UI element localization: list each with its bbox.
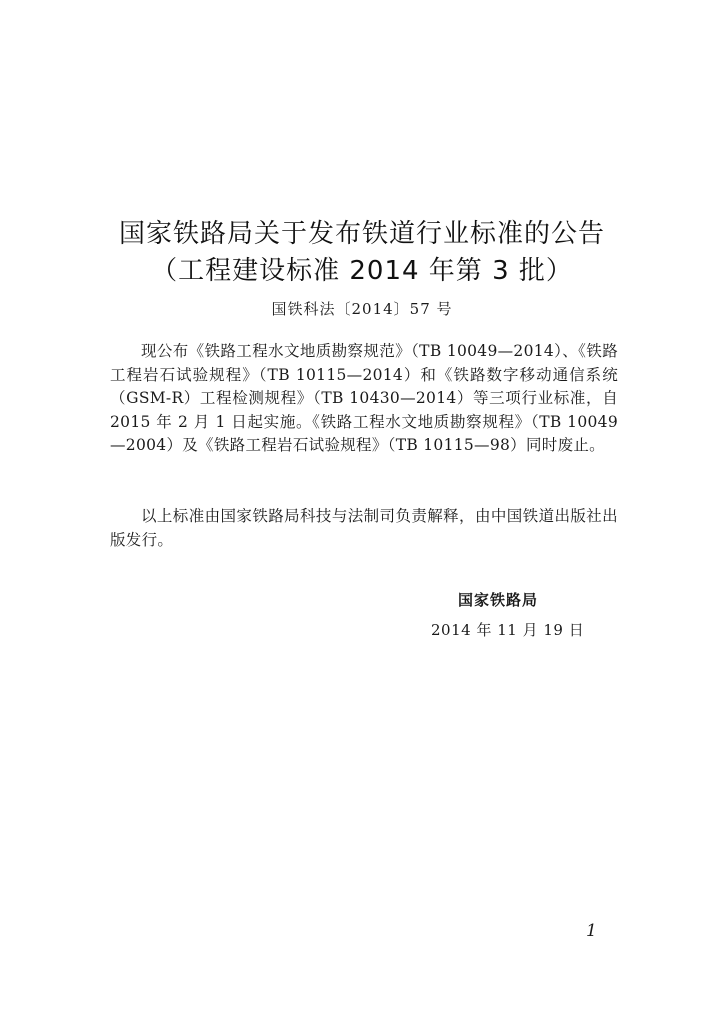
announcement-title: 国家铁路局关于发布铁道行业标准的公告 (118, 219, 605, 249)
body-paragraph-1 (110, 340, 618, 458)
document-number: 国铁科法〔2014〕57 号 (271, 300, 453, 318)
announcement-subtitle: （工程建设标准 2014 年第 3 批） (151, 256, 573, 286)
body-paragraph-2 (110, 505, 618, 552)
paragraph-text: 现公布《铁路工程水文地质勘察规范》（TB 10049—2014）、《铁路工程岩石试验规程》（TB 10115—2014）和《铁路数字移动通信系统（GSM-R）工程检测规程》（TB 10430—2014）等三项行业标准，自 2015 年 2 月 1 日起实施。《铁路工程水文地质勘察规程》（TB 10049—2004）及《铁路工程岩石试验规程》（TB 10115—98）同时废止。 (110, 342, 618, 454)
paragraph-text: 以上标准由国家铁路局科技与法制司负责解释，由中国铁道出版社出版发行。 (110, 507, 618, 549)
issuing-authority: 国家铁路局 (458, 591, 539, 609)
page-number: 1 (586, 921, 597, 941)
issue-date: 2014 年 11 月 19 日 (431, 621, 585, 639)
